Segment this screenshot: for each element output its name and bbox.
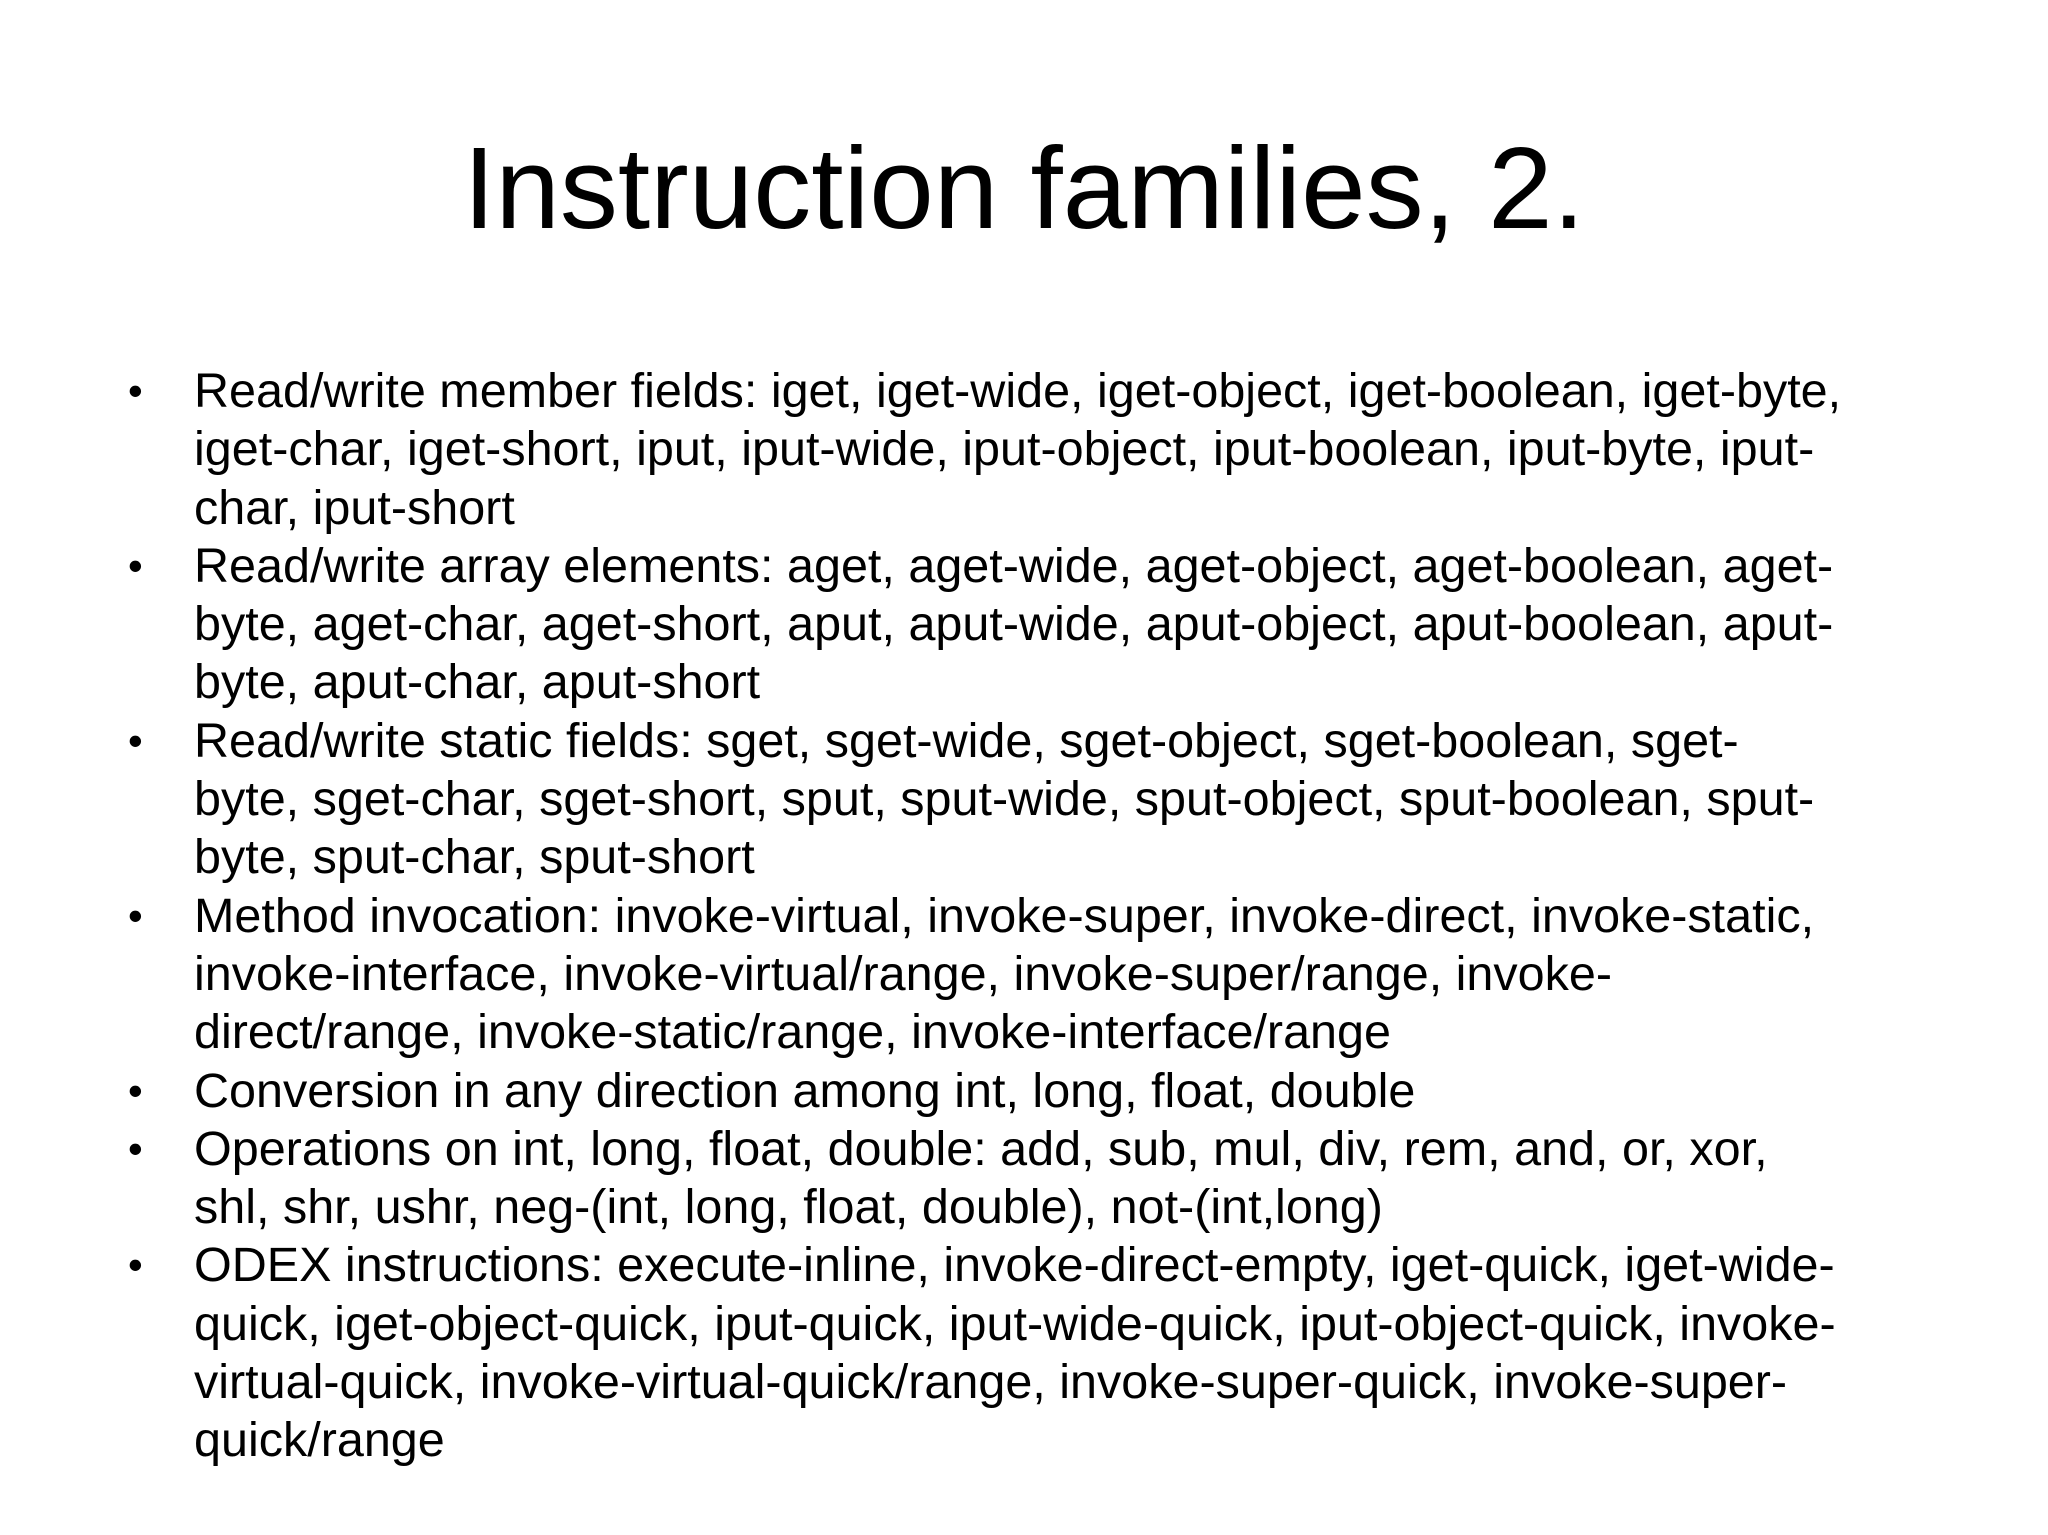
bullet-operations bbox=[128, 1120, 1978, 1237]
bullet-line: char, iput-short bbox=[194, 480, 515, 535]
bullet-line: byte, sget-char, sget-short, sput, sput-wide, sput-object, sput-boolean, sput- bbox=[194, 772, 1815, 827]
bullet-static-fields bbox=[128, 712, 1978, 887]
bullet-line: iget-char, iget-short, iput, iput-wide, iput-object, iput-boolean, iput-byte, iput- bbox=[194, 422, 1815, 477]
bullet-array-elements bbox=[128, 537, 1978, 712]
bullet-dot-icon: • bbox=[128, 716, 143, 764]
bullet-line: invoke-interface, invoke-virtual/range, invoke-super/range, invoke- bbox=[194, 946, 1612, 1001]
slide-title: Instruction families, 2. bbox=[463, 123, 1585, 253]
bullet-dot-icon: • bbox=[128, 891, 143, 939]
bullet-line: shl, shr, ushr, neg-(int, long, float, double), not-(int,long) bbox=[194, 1180, 1383, 1235]
bullet-dot-icon: • bbox=[128, 1066, 143, 1114]
bullet-method-invocation bbox=[128, 887, 1978, 1062]
bullet-dot-icon: • bbox=[128, 1124, 143, 1172]
bullet-line: byte, aget-char, aget-short, aput, aput-wide, aput-object, aput-boolean, aput- bbox=[194, 597, 1834, 652]
bullet-dot-icon: • bbox=[128, 541, 143, 589]
bullet-line: virtual-quick, invoke-virtual-quick/range, invoke-super-quick, invoke-super- bbox=[194, 1355, 1788, 1410]
bullet-member-fields bbox=[128, 362, 1978, 537]
bullet-line: Method invocation: invoke-virtual, invoke-super, invoke-direct, invoke-static, bbox=[194, 888, 1815, 943]
bullet-conversion bbox=[128, 1062, 1978, 1120]
bullet-line: quick, iget-object-quick, iput-quick, iput-wide-quick, iput-object-quick, invoke- bbox=[194, 1296, 1836, 1351]
bullet-line: byte, sput-char, sput-short bbox=[194, 830, 755, 885]
bullet-dot-icon: • bbox=[128, 1241, 143, 1289]
bullet-line: Operations on int, long, float, double: add, sub, mul, div, rem, and, or, xor, bbox=[194, 1121, 1768, 1176]
bullet-line: ODEX instructions: execute-inline, invoke-direct-empty, iget-quick, iget-wide- bbox=[194, 1238, 1835, 1293]
bullet-line: direct/range, invoke-static/range, invoke-interface/range bbox=[194, 1005, 1391, 1060]
bullet-line: byte, aput-char, aput-short bbox=[194, 655, 761, 710]
bullet-line: Read/write array elements: aget, aget-wide, aget-object, aget-boolean, aget- bbox=[194, 538, 1834, 593]
bullet-line: Read/write member fields: iget, iget-wide, iget-object, iget-boolean, iget-byte, bbox=[194, 364, 1842, 418]
bullet-odex-instructions bbox=[128, 1236, 1978, 1469]
bullet-line: Read/write static fields: sget, sget-wide, sget-object, sget-boolean, sget- bbox=[194, 713, 1739, 768]
bullet-line: Conversion in any direction among int, long, float, double bbox=[194, 1063, 1416, 1118]
bullet-dot-icon: • bbox=[128, 367, 143, 414]
bullet-list bbox=[128, 362, 1978, 1470]
bullet-line: quick/range bbox=[194, 1413, 445, 1468]
